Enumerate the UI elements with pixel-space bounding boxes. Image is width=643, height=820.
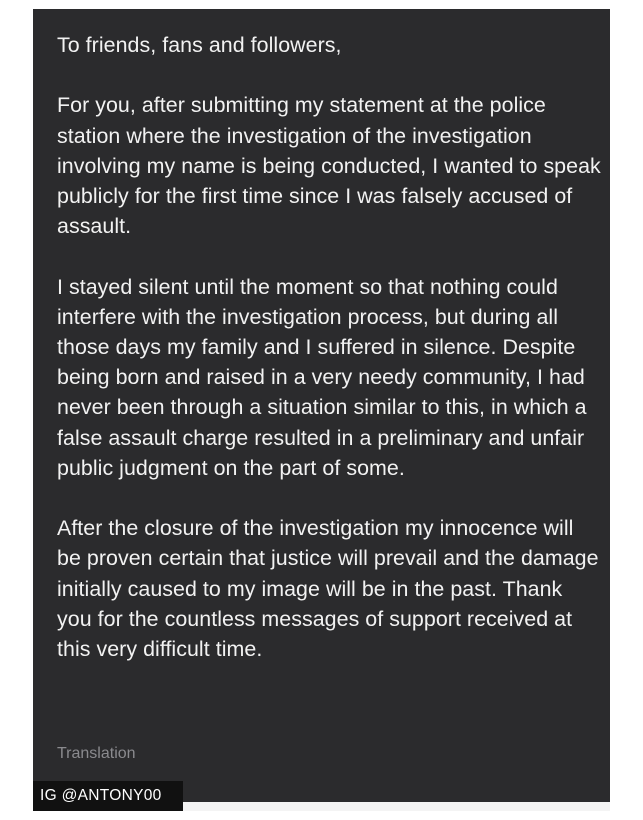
instagram-credit: IG @ANTONY00 [33,781,183,811]
statement-text [57,30,602,664]
statement-card [33,9,610,802]
bottom-strip [183,802,610,811]
salutation: To friends, fans and followers, [57,33,342,57]
paragraph-3: After the closure of the investigation my innocence will be proven certain that justice will prevail and the damage initially caused to my image will be in the past. Thank you for the countless messages of support received at this very difficult time. [57,516,599,662]
paragraph-2: I stayed silent until the moment so that nothing could interfere with the investigation process, but during all those days my family and I suffered in silence. Despite being born and raised in a very needy community, I had never been through a situation similar to this, in which a false assault charge resulted in a preliminary and unfair public judgment on the part of some. [57,274,587,480]
paragraph-1: For you, after submitting my statement at the police station where the investigation of the investigation involving my name is being conducted, I wanted to speak publicly for the first time since I was falsely accused of assault. [57,93,601,239]
translation-label: Translation [57,745,136,762]
